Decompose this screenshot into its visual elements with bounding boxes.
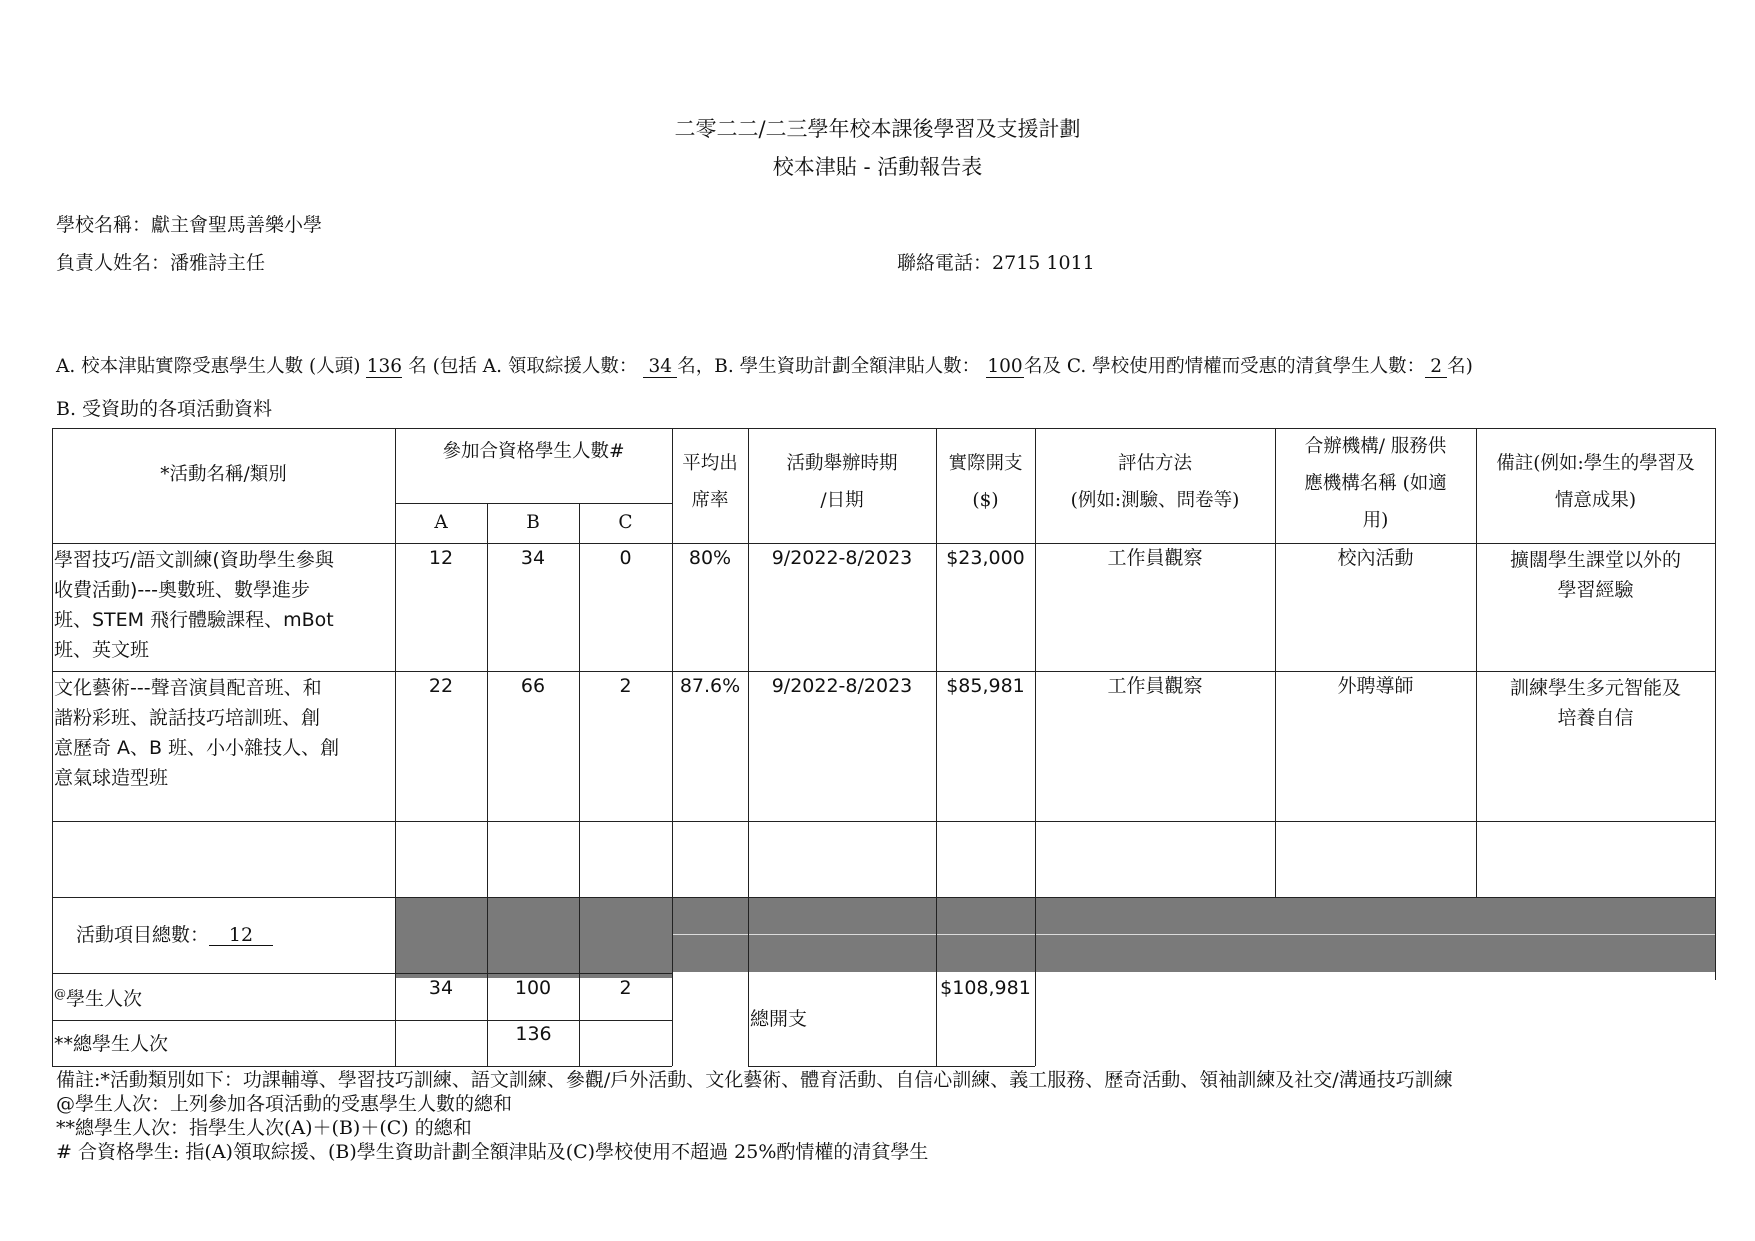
person-times-c: 2 — [619, 977, 632, 999]
note-eligible-students: # 合資格學生: 指(A)領取綜援、(B)學生資助計劃全額津貼及(C)學校使用不超過 25%酌情權的清貧學生 — [56, 1141, 929, 1163]
row2-b: 66 — [520, 675, 546, 697]
header-activity: *活動名稱/類別 — [160, 464, 287, 485]
person-times-a: 34 — [428, 977, 454, 999]
row2-attendance: 87.6% — [679, 675, 741, 697]
person-label: 負責人姓名： — [56, 252, 171, 274]
row2-period: 9/2022-8/2023 — [771, 675, 913, 697]
row1-partner: 校內活動 — [1337, 547, 1414, 569]
section-a-text-1: A. 校本津貼實際受惠學生人數 (人頭) — [56, 356, 361, 377]
row2-c: 2 — [619, 675, 632, 697]
school-name-line — [56, 210, 322, 237]
school-name-value: 獻主會聖馬善樂小學 — [151, 214, 323, 236]
row1-a: 12 — [428, 547, 454, 569]
header-a: A — [434, 512, 448, 533]
section-a-text-3: 名，B. 學生資助計劃全額津貼人數： — [677, 356, 981, 377]
phone-line — [897, 248, 1095, 275]
person-times-b: 100 — [514, 977, 552, 999]
shaded-block-left — [395, 934, 672, 978]
section-a-b-count: 100 — [987, 356, 1023, 377]
total-expense-value: $108,981 — [940, 977, 1031, 999]
header-period: 活動舉辦時期 /日期 — [786, 453, 898, 511]
header-b: B — [526, 512, 540, 533]
section-a-total: 136 — [366, 356, 402, 377]
row1-b: 34 — [520, 547, 546, 569]
row2-a: 22 — [428, 675, 454, 697]
person-times-mark: @ — [54, 986, 66, 1001]
header-eligible: 參加合資格學生人數# — [442, 441, 625, 462]
total-person-times-value: 136 — [515, 1023, 552, 1045]
header-attendance: 平均出 席率 — [682, 453, 738, 511]
phone-label: 聯絡電話： — [897, 252, 993, 274]
row1-c: 0 — [619, 547, 632, 569]
total-person-times-label: **總學生人次 — [54, 1033, 169, 1055]
total-items-line — [76, 920, 273, 947]
section-a-c-count: 2 — [1425, 357, 1447, 378]
report-title: 二零二二/二三學年校本課後學習及支援計劃 — [674, 117, 1081, 141]
header-c: C — [618, 512, 633, 533]
report-subtitle: 校本津貼 - 活動報告表 — [772, 155, 983, 179]
row1-evaluation: 工作員觀察 — [1107, 547, 1203, 569]
row1-activity-name: 學習技巧/語文訓練(資助學生參與 收費活動)---奧數班、數學進步 班、STEM 飛行體驗課程、mBot 班、英文班 — [54, 549, 334, 661]
row2-evaluation: 工作員觀察 — [1107, 675, 1203, 697]
section-a-line — [56, 352, 1473, 378]
person-value: 潘雅詩主任 — [170, 252, 266, 274]
header-expense: 實際開支 ($) — [948, 453, 1023, 511]
row1-remark: 擴闊學生課堂以外的 學習經驗 — [1509, 549, 1681, 601]
school-name-label: 學校名稱： — [56, 214, 152, 236]
section-a-text-5: 名) — [1447, 356, 1473, 377]
section-a-a-count: 34 — [643, 357, 677, 378]
section-a-text-2: 名 (包括 A. 領取綜援人數： — [408, 356, 638, 377]
row1-period: 9/2022-8/2023 — [771, 547, 913, 569]
row1-attendance: 80% — [688, 547, 732, 569]
header-evaluation: 評估方法 (例如:測驗、問卷等) — [1070, 453, 1240, 511]
header-partner: 合辦機構/ 服務供 應機構名稱 (如適 用) — [1304, 436, 1447, 531]
note-person-times: @學生人次：上列參加各項活動的受惠學生人數的總和 — [56, 1093, 513, 1115]
notes — [56, 1068, 1453, 1164]
row2-activity-name: 文化藝術---聲音演員配音班、和 諧粉彩班、說話技巧培訓班、創 意歷奇 A、B 班、小小雜技人、創 意氣球造型班 — [54, 677, 340, 789]
row2-partner: 外聘導師 — [1337, 675, 1414, 697]
row2-remark: 訓練學生多元智能及 培養自信 — [1509, 677, 1681, 729]
note-total-person-times: **總學生人次：指學生人次(A)＋(B)＋(C) 的總和 — [56, 1117, 472, 1139]
person-times-label: 學生人次 — [66, 988, 143, 1010]
row1-expense: $23,000 — [946, 547, 1025, 569]
row2-expense: $85,981 — [946, 675, 1025, 697]
section-a-text-4: 名及 C. 學校使用酌情權而受惠的清貧學生人數： — [1023, 356, 1426, 377]
total-expense-label: 總開支 — [750, 1008, 808, 1030]
person-times-label-cell — [54, 984, 142, 1011]
person-line — [56, 248, 265, 275]
header-remark: 備註(例如:學生的學習及 情意成果) — [1496, 453, 1695, 511]
section-b-title: B. 受資助的各項活動資料 — [56, 398, 273, 420]
total-items-value: 12 — [209, 925, 273, 946]
phone-value: 2715 1011 — [992, 252, 1095, 274]
total-items-label: 活動項目總數： — [76, 924, 210, 946]
note-activity-categories: 備註:*活動類別如下：功課輔導、學習技巧訓練、語文訓練、參觀/戶外活動、文化藝術、體育活動、自信心訓練、義工服務、歷奇活動、領袖訓練及社交/溝通技巧訓練 — [56, 1069, 1453, 1091]
